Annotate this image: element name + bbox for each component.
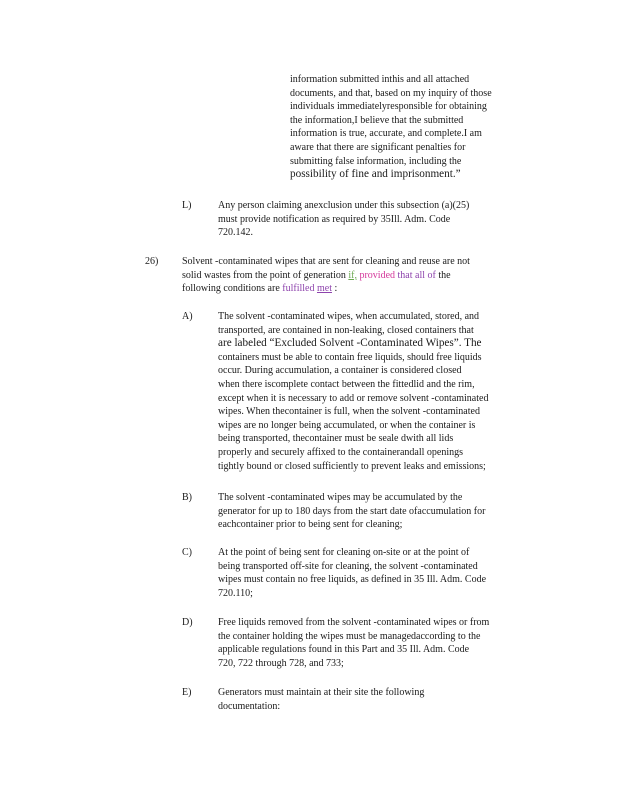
text-line: information is true, accurate, and complete.I am	[290, 128, 482, 140]
text-line: submitting false information, including the	[290, 155, 462, 167]
text-line: individuals immediatelyresponsible for obtaining	[290, 101, 487, 113]
text-line: tightly bound or closed sufficiently to prevent leaks and emissions;	[218, 460, 486, 472]
text-line: At the point of being sent for cleaning on-site or at the point of	[218, 547, 470, 558]
item-label-C: C)	[182, 547, 192, 558]
text-line: except when it is necessary to add or remove solvent -contaminated	[218, 392, 489, 404]
inserted-text: met	[316, 283, 332, 295]
text-line: documents, and that, based on my inquiry of those	[290, 87, 492, 99]
text-line	[182, 282, 527, 296]
item-label-B: B)	[182, 492, 192, 503]
text-line: Free liquids removed from the solvent -contaminated wipes or from	[218, 617, 490, 628]
text-line: Any person claiming anexclusion under this subsection (a)(25)	[218, 200, 470, 211]
text-run: solid wastes from the point of generation	[182, 269, 346, 281]
text-line: occur. During accumulation, a container is considered closed	[218, 365, 462, 377]
certification-paragraph	[290, 73, 522, 182]
text-line: transported, are contained in non-leaking, closed containers that	[218, 324, 474, 336]
text-line: wipes must contain no free liquids, as defined in 35 Ill. Adm. Code	[218, 574, 487, 586]
text-line: when there iscomplete contact between the fittedlid and the rim,	[218, 378, 475, 390]
text-line: documentation:	[218, 700, 281, 712]
item-label-E: E)	[182, 687, 192, 698]
item-label-A: A)	[182, 311, 193, 322]
text-line: The solvent -contaminated wipes may be accumulated by the	[218, 492, 463, 503]
item-label-D: D)	[182, 617, 193, 628]
text-line: containers must be able to contain free liquids, should free liquids	[218, 351, 482, 363]
text-line	[182, 269, 527, 283]
text-line: 720.142.	[218, 227, 253, 239]
deleted-text: provided	[359, 269, 396, 281]
item-D-text	[218, 616, 538, 670]
deleted-text: fulfilled	[282, 283, 315, 295]
text-line: information submitted inthis and all attached	[290, 74, 470, 85]
item-label-26: 26)	[145, 256, 159, 267]
text-line: 720.110;	[218, 587, 253, 599]
text-line: generator for up to 180 days from the start date ofaccumulation for	[218, 505, 486, 517]
item-A-text	[218, 310, 532, 473]
text-line: possibility of fine and imprisonment.”	[290, 168, 461, 181]
text-line: wipes. When thecontainer is full, when the solvent -contaminated	[218, 406, 480, 418]
item-L-text	[218, 199, 520, 240]
item-C-text	[218, 546, 538, 600]
text-line: being transported, thecontainer must be seale dwith all lids	[218, 433, 454, 445]
text-line: aware that there are significant penalties for	[290, 141, 466, 153]
item-26-text	[182, 255, 527, 296]
text-line: are labeled “Excluded Solvent -Contaminated Wipes”. The	[218, 337, 482, 350]
text-line: the container holding the wipes must be managedaccording to the	[218, 630, 481, 642]
text-line: Generators must maintain at their site the following	[218, 687, 425, 698]
inserted-text: that all of	[397, 269, 436, 281]
text-run: the	[438, 269, 451, 281]
text-line: properly and securely affixed to the containerandall openings	[218, 446, 464, 458]
text-line: must provide notification as required by 35Ill. Adm. Code	[218, 213, 451, 225]
item-B-text	[218, 491, 538, 532]
text-line: applicable regulations found in this Part and 35 Ill. Adm. Code	[218, 644, 470, 656]
text-run: following conditions are	[182, 283, 280, 295]
text-line: Solvent -contaminated wipes that are sent for cleaning and reuse are not	[182, 256, 470, 267]
text-line: being transported off-site for cleaning, the solvent -contaminated	[218, 560, 478, 572]
text-line: The solvent -contaminated wipes, when accumulated, stored, and	[218, 311, 480, 322]
inserted-text: if,	[348, 269, 357, 281]
text-line: wipes are no longer being accumulated, or when the container is	[218, 419, 476, 431]
item-E-text	[218, 686, 538, 713]
text-line: 720, 722 through 728, and 733;	[218, 657, 344, 669]
item-label-L: L)	[182, 200, 192, 211]
text-line: eachcontainer prior to being sent for cleaning;	[218, 519, 403, 531]
text-line: the information,I believe that the submitted	[290, 114, 464, 126]
text-run: :	[334, 283, 338, 295]
